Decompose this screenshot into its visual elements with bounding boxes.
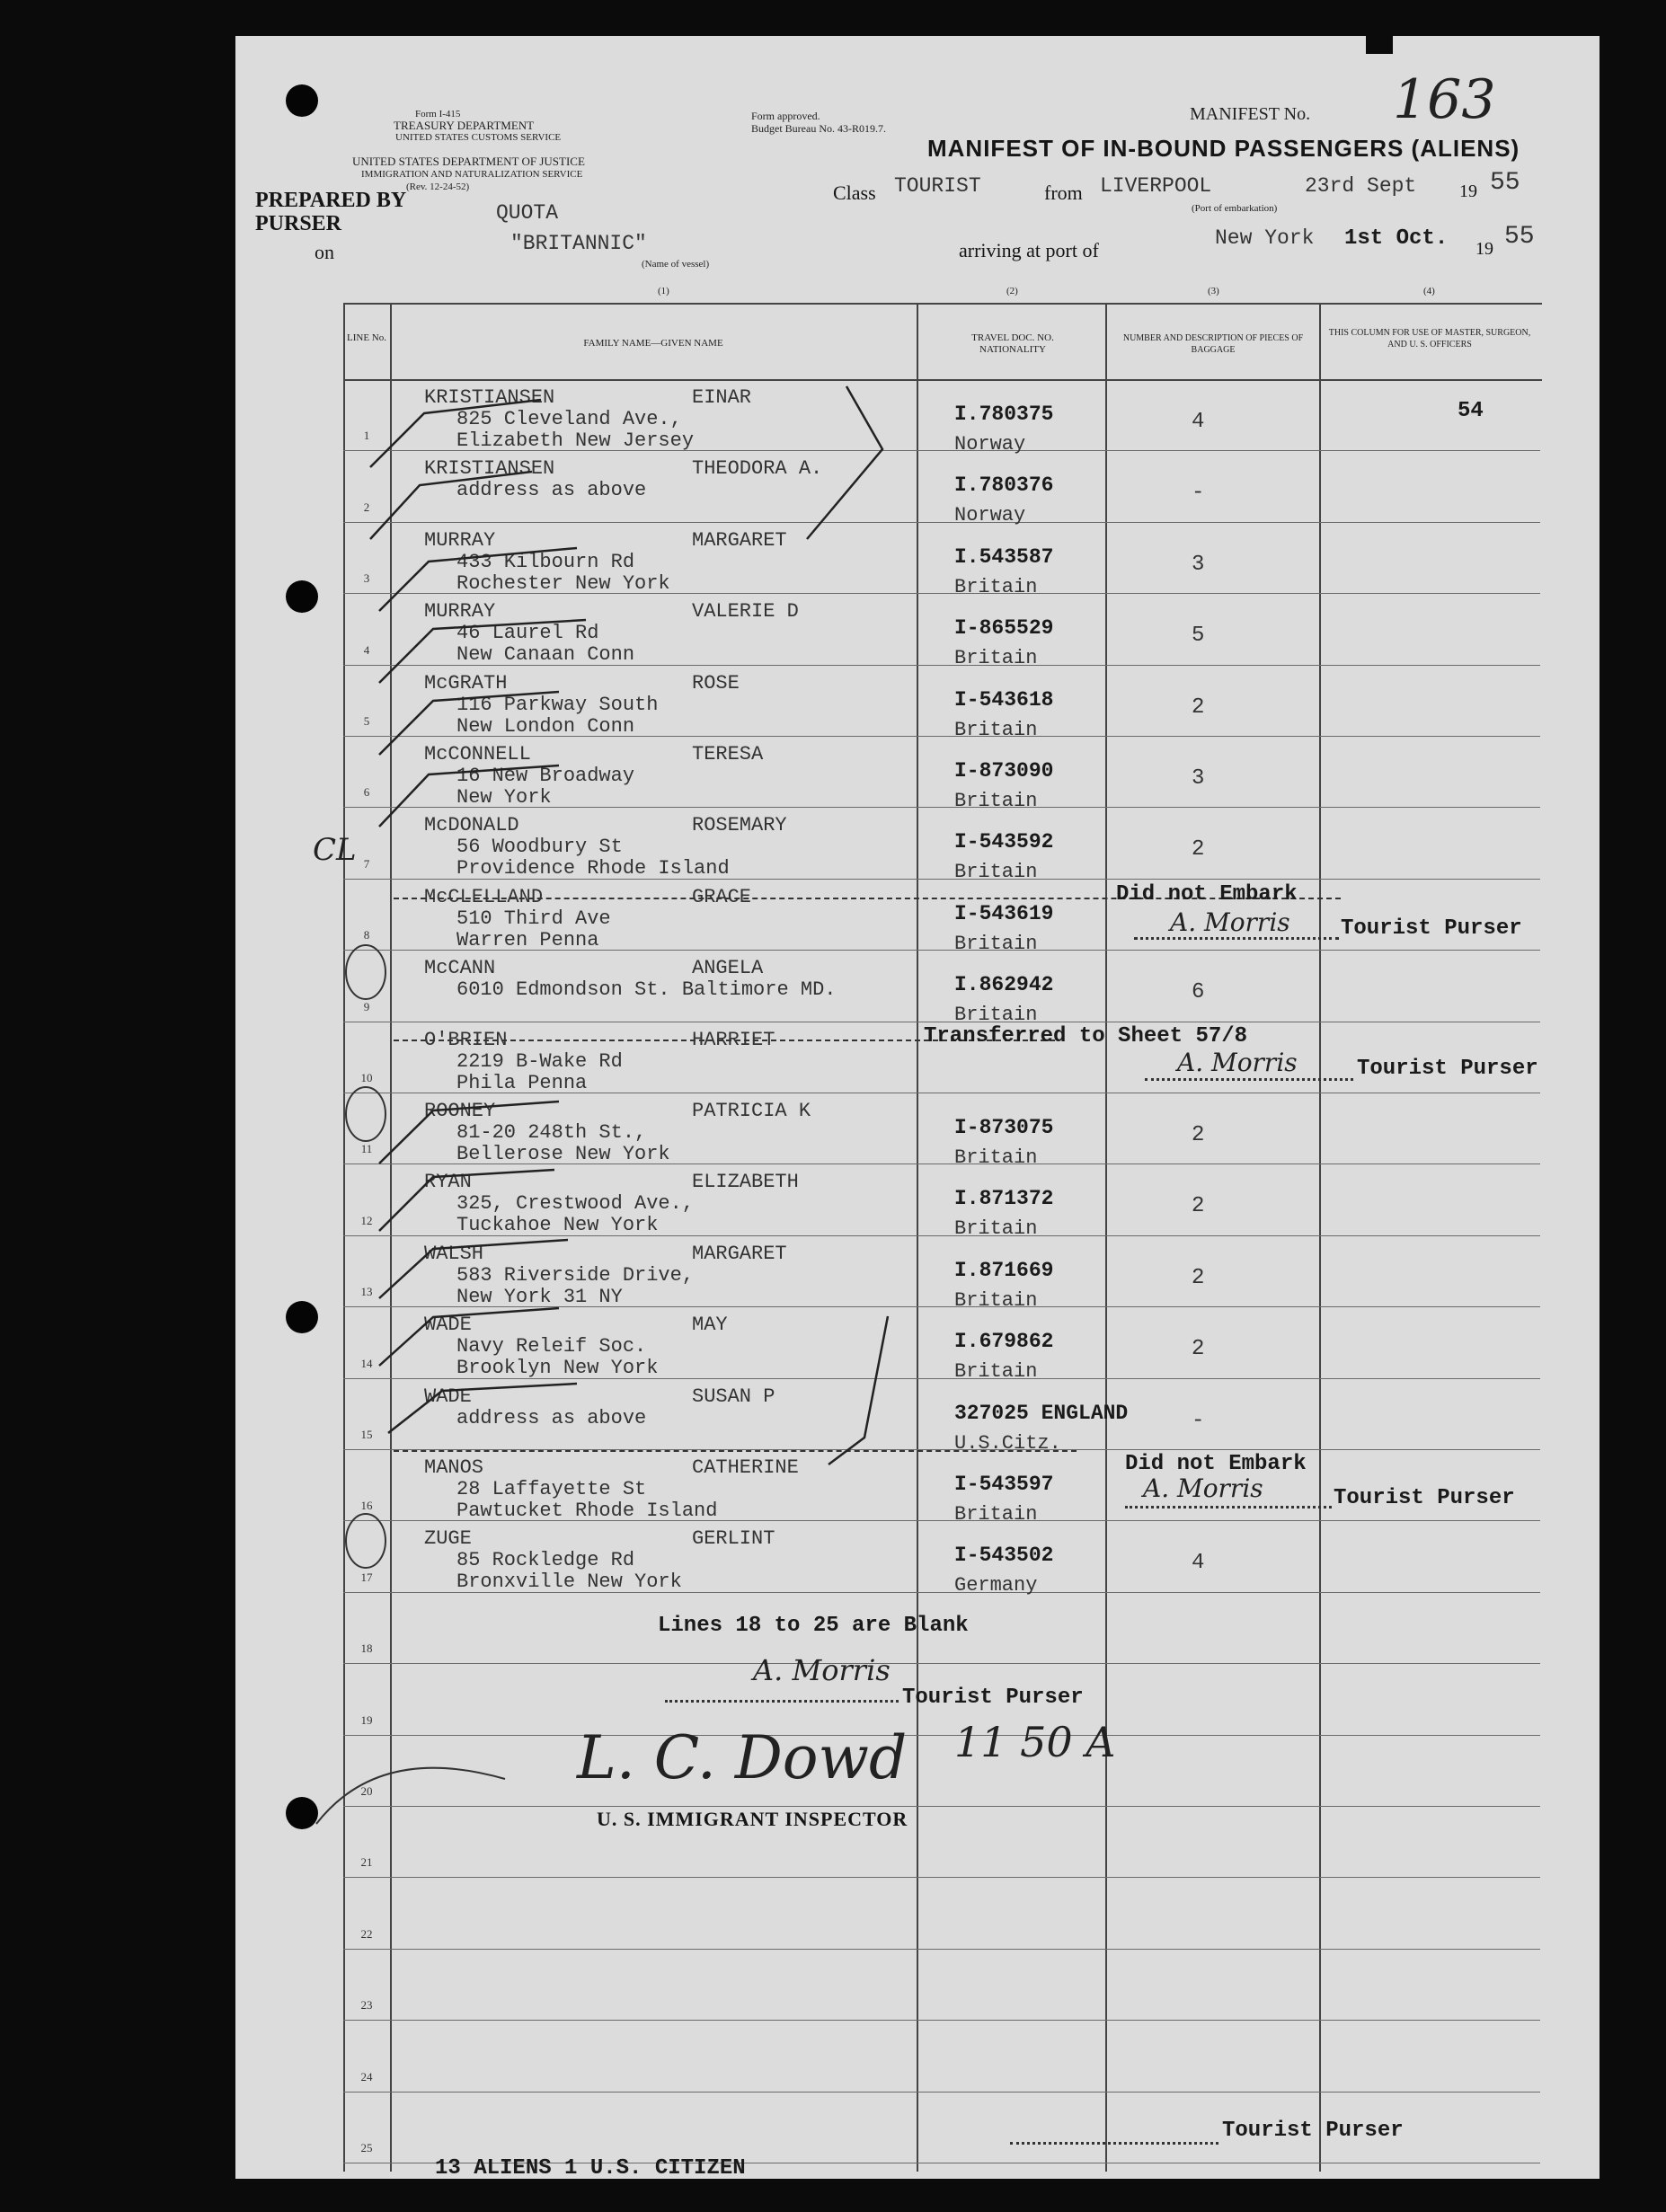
line-number: 1 xyxy=(363,429,370,443)
address-line-1: 16 New Broadway xyxy=(456,765,635,787)
line-number: 11 xyxy=(360,1142,373,1156)
given-name: MARGARET xyxy=(692,528,787,552)
given-name: TERESA xyxy=(692,743,764,765)
address-line-1: address as above xyxy=(456,1406,647,1429)
family-name: McCONNELL xyxy=(424,743,531,765)
address-line-1: 433 Kilbourn Rd xyxy=(456,550,635,573)
travel-doc-number: I-873075 xyxy=(954,1116,1054,1139)
given-name: MARGARET xyxy=(692,1242,787,1265)
nationality: Britain xyxy=(954,1360,1038,1384)
header-travel-doc: TRAVEL DOC. NO. NATIONALITY xyxy=(971,332,1054,355)
baggage-count: 6 xyxy=(1192,980,1205,1005)
travel-doc-number: I-543502 xyxy=(954,1544,1054,1568)
bracket-mark xyxy=(807,386,882,539)
address-line-1: 2219 B-Wake Rd xyxy=(456,1049,623,1073)
line-number: 16 xyxy=(360,1499,373,1513)
nationality: Britain xyxy=(954,861,1038,884)
nationality: Britain xyxy=(954,790,1038,812)
check-mark xyxy=(379,692,559,755)
total-count: 13 ALIENS 1 U.S. CITIZEN xyxy=(435,2156,746,2181)
family-name: McDONALD xyxy=(424,814,519,837)
line-number: 18 xyxy=(360,1641,373,1656)
form-approved: Form approved. xyxy=(751,110,820,122)
check-mark xyxy=(379,1240,568,1298)
nationality: Britain xyxy=(954,1288,1038,1312)
purser-signature: A. Morris xyxy=(1170,907,1290,937)
line-number: 24 xyxy=(360,2069,373,2084)
baggage-count: - xyxy=(1192,1408,1205,1433)
family-name: O'BRIEN xyxy=(424,1028,508,1051)
address-line-2: Tuckahoe New York xyxy=(456,1214,659,1237)
family-name: KRISTIANSEN xyxy=(424,457,555,481)
address-line-1: 85 Rockledge Rd xyxy=(456,1549,635,1572)
check-mark xyxy=(379,620,586,683)
baggage-count: 2 xyxy=(1192,695,1205,720)
address-line-2: Brooklyn New York xyxy=(456,1357,659,1380)
class-label: Class xyxy=(833,181,876,204)
baggage-count: 4 xyxy=(1192,410,1205,434)
check-mark xyxy=(379,1102,559,1164)
header-baggage: NUMBER AND DESCRIPTION OF PIECES OF BAGGAGE xyxy=(1122,333,1304,355)
ins-service: IMMIGRATION AND NATURALIZATION SERVICE xyxy=(361,169,583,180)
header-line-no: LINE No. xyxy=(347,332,386,343)
manifest-page xyxy=(235,36,1600,2179)
check-mark xyxy=(379,765,559,827)
nationality: Norway xyxy=(954,433,1026,456)
address-line-2: New York xyxy=(456,786,552,809)
line-number: 15 xyxy=(360,1428,373,1441)
arrival-year: 55 xyxy=(1504,223,1535,251)
from-value: LIVERPOOL xyxy=(1100,174,1212,198)
line-number: 9 xyxy=(363,999,370,1013)
tourist-purser-note: Tourist Purser xyxy=(1334,1486,1515,1510)
address-line-1: address as above xyxy=(456,479,647,502)
travel-doc-number: 327025 ENGLAND xyxy=(954,1401,1129,1425)
given-name: THEODORA A. xyxy=(692,457,823,481)
address-line-1: 825 Cleveland Ave., xyxy=(456,408,682,430)
col-num-3: (3) xyxy=(1208,286,1219,296)
arriving-label: arriving at port of xyxy=(959,239,1099,261)
family-name: McCANN xyxy=(424,957,496,980)
travel-doc-number: I-865529 xyxy=(954,616,1054,641)
purser-signature: A. Morris xyxy=(1177,1048,1298,1077)
travel-doc-number: I.871372 xyxy=(954,1187,1054,1211)
nationality: Germany xyxy=(954,1574,1038,1597)
header-officers: THIS COLUMN FOR USE OF MASTER, SURGEON, AND U. S. OFFICERS xyxy=(1328,328,1531,349)
line-number: 3 xyxy=(363,571,370,586)
address-line-2: Bellerose New York xyxy=(456,1143,670,1165)
circle-mark xyxy=(346,945,385,999)
address-line-2: New London Conn xyxy=(456,714,635,738)
customs-service: UNITED STATES CUSTOMS SERVICE xyxy=(395,132,562,143)
manifest-title: MANIFEST OF IN-BOUND PASSENGERS (ALIENS) xyxy=(927,135,1520,162)
form-number: Form I-415 xyxy=(415,109,461,119)
vessel-note: (Name of vessel) xyxy=(642,259,710,270)
line-number: 5 xyxy=(363,714,370,728)
travel-doc-number: I-543592 xyxy=(954,830,1054,854)
given-name: ANGELA xyxy=(692,957,764,980)
did-not-embark-note: Did not Embark xyxy=(1116,882,1298,907)
family-name: MURRAY xyxy=(424,528,496,552)
line-number: 12 xyxy=(360,1213,373,1227)
nationality: Britain xyxy=(954,1217,1038,1241)
baggage-count: 2 xyxy=(1192,1337,1205,1362)
baggage-count: 2 xyxy=(1192,1123,1205,1147)
baggage-count: 2 xyxy=(1192,1265,1205,1290)
circle-mark xyxy=(346,1514,385,1568)
nationality: Britain xyxy=(954,647,1038,670)
address-line-1: 81-20 248th St., xyxy=(456,1121,647,1144)
arrival-port: New York xyxy=(1215,226,1315,250)
travel-doc-number: I.780376 xyxy=(954,473,1054,498)
nationality: Britain xyxy=(954,1004,1038,1027)
check-mark xyxy=(370,472,532,539)
transferred-note: Transferred to Sheet 57/8 xyxy=(924,1024,1248,1048)
line-number: 13 xyxy=(360,1285,373,1299)
hand-marks xyxy=(235,36,1600,2179)
address-line-2: Rochester New York xyxy=(456,571,670,595)
bracket-mark xyxy=(829,1316,888,1464)
budget-bureau: Budget Bureau No. 43-R019.7. xyxy=(751,122,886,135)
inspector-signature: L. C. Dowd xyxy=(577,1723,908,1792)
given-name: ROSE xyxy=(692,671,740,695)
class-value: TOURIST xyxy=(894,174,981,198)
baggage-count: 3 xyxy=(1192,552,1205,577)
line-number: 19 xyxy=(360,1712,373,1727)
tourist-purser-note: Tourist Purser xyxy=(1357,1057,1538,1081)
on-label: on xyxy=(315,241,334,263)
justice-dept: UNITED STATES DEPARTMENT OF JUSTICE xyxy=(352,155,585,168)
form-revision: (Rev. 12-24-52) xyxy=(406,181,470,192)
line-number: 4 xyxy=(363,642,370,657)
travel-doc-number: I-543619 xyxy=(954,901,1054,925)
did-not-embark-note: Did not Embark xyxy=(1125,1452,1307,1476)
col-num-4: (4) xyxy=(1423,286,1435,296)
family-name: MANOS xyxy=(424,1456,484,1479)
check-mark xyxy=(379,548,577,611)
address-line-2: Elizabeth New Jersey xyxy=(456,429,695,452)
address-line-1: 6010 Edmondson St. Baltimore MD. xyxy=(456,978,837,1002)
baggage-count: 2 xyxy=(1192,1194,1205,1219)
nationality: Britain xyxy=(954,932,1038,955)
address-line-1: 46 Laurel Rd xyxy=(456,622,599,645)
manifest-no: 163 xyxy=(1393,68,1496,131)
manifest-no-label: MANIFEST No. xyxy=(1190,104,1311,124)
given-name: EINAR xyxy=(692,386,752,409)
address-line-1: 28 Laffayette St xyxy=(456,1478,647,1500)
family-name: RYAN xyxy=(424,1171,472,1194)
family-name: MURRAY xyxy=(424,600,496,624)
departure-date: 23rd Sept xyxy=(1305,174,1417,198)
line-number: 17 xyxy=(360,1570,373,1584)
nationality: Britain xyxy=(954,1146,1038,1169)
address-line-2: Bronxville New York xyxy=(456,1571,682,1594)
inspector-title: U. S. IMMIGRANT INSPECTOR xyxy=(597,1808,908,1830)
time-stamp: 11 50 A xyxy=(954,1718,1116,1766)
tourist-purser-note: Tourist Purser xyxy=(1222,2119,1404,2143)
address-line-2: Providence Rhode Island xyxy=(456,857,730,880)
address-line-1: 583 Riverside Drive, xyxy=(456,1263,695,1287)
given-name: MAY xyxy=(692,1314,728,1337)
tourist-purser-note: Tourist Purser xyxy=(1341,916,1522,941)
embark-note: (Port of embarkation) xyxy=(1192,203,1278,214)
family-name: WADE xyxy=(424,1314,472,1337)
travel-doc-number: I.543587 xyxy=(954,544,1054,569)
check-mark xyxy=(370,400,541,467)
check-mark xyxy=(388,1384,577,1433)
travel-doc-number: I-543597 xyxy=(954,1473,1054,1496)
address-line-2: New Canaan Conn xyxy=(456,643,635,667)
blank-lines-note: Lines 18 to 25 are Blank xyxy=(658,1614,969,1638)
family-name: McGRATH xyxy=(424,671,508,695)
travel-doc-number: I-873090 xyxy=(954,759,1054,783)
nationality: U.S.Citz. xyxy=(954,1431,1061,1455)
address-line-1: 116 Parkway South xyxy=(456,693,659,716)
given-name: VALERIE D xyxy=(692,600,799,624)
line-number: 20 xyxy=(360,1784,373,1798)
margin-mark: CL xyxy=(313,832,357,868)
given-name: GERLINT xyxy=(692,1527,775,1551)
col-num-1: (1) xyxy=(658,286,669,296)
baggage-count: 5 xyxy=(1192,624,1205,649)
line-number: 10 xyxy=(360,1071,373,1084)
nationality: Britain xyxy=(954,575,1038,598)
family-name: WALSH xyxy=(424,1242,484,1265)
quota: QUOTA xyxy=(496,201,559,225)
given-name: ROSEMARY xyxy=(692,814,787,837)
family-name: ZUGE xyxy=(424,1527,472,1551)
travel-doc-number: I.679862 xyxy=(954,1330,1054,1354)
departure-year: 55 xyxy=(1490,169,1520,197)
travel-doc-number: I.780375 xyxy=(954,403,1054,426)
treasury-dept: TREASURY DEPARTMENT xyxy=(394,119,535,132)
col-num-2: (2) xyxy=(1006,286,1018,296)
travel-doc-number: I.871669 xyxy=(954,1258,1054,1282)
vessel-name: "BRITANNIC" xyxy=(510,232,647,255)
line-number: 7 xyxy=(363,856,370,871)
address-line-2: Warren Penna xyxy=(456,928,599,951)
arrival-year-prefix: 19 xyxy=(1475,239,1493,259)
purser-signature: A. Morris xyxy=(753,1653,891,1687)
line-number: 22 xyxy=(360,1926,373,1941)
line-number: 21 xyxy=(360,1855,373,1870)
baggage-count: 2 xyxy=(1192,837,1205,863)
purser-signature: A. Morris xyxy=(1143,1473,1263,1503)
given-name: PATRICIA K xyxy=(692,1100,811,1122)
address-line-2: Pawtucket Rhode Island xyxy=(456,1500,718,1522)
address-line-1: 56 Woodbury St xyxy=(456,836,623,859)
given-name: GRACE xyxy=(692,885,752,908)
nationality: Britain xyxy=(954,1503,1038,1526)
nationality: Norway xyxy=(954,504,1026,527)
family-name: KRISTIANSEN xyxy=(424,386,555,409)
line-number: 14 xyxy=(360,1356,373,1370)
travel-doc-number: I-543618 xyxy=(954,687,1054,712)
line-number: 8 xyxy=(363,928,370,942)
address-line-2: Phila Penna xyxy=(456,1071,588,1094)
header-name: FAMILY NAME—GIVEN NAME xyxy=(583,338,723,349)
prepared-by: PREPARED BY xyxy=(255,189,407,212)
nationality: Britain xyxy=(954,718,1038,741)
line-number: 23 xyxy=(360,1998,373,2013)
baggage-count: - xyxy=(1192,481,1205,506)
tourist-purser-note: Tourist Purser xyxy=(902,1686,1084,1710)
given-name: CATHERINE xyxy=(692,1456,799,1479)
family-name: ROONEY xyxy=(424,1100,496,1122)
travel-doc-number: I.862942 xyxy=(954,973,1054,997)
arrival-date: 1st Oct. xyxy=(1344,226,1449,251)
officer-note: 54 xyxy=(1458,399,1484,423)
given-name: SUSAN P xyxy=(692,1385,775,1408)
purser-label: PURSER xyxy=(255,212,342,235)
line-number: 6 xyxy=(363,785,370,800)
line-number: 25 xyxy=(360,2141,373,2154)
from-label: from xyxy=(1044,181,1083,204)
signature-flourish xyxy=(316,1768,505,1824)
address-line-1: 325, Crestwood Ave., xyxy=(456,1192,695,1216)
check-mark xyxy=(379,1170,554,1231)
address-line-2: New York 31 NY xyxy=(456,1285,623,1308)
family-name: WADE xyxy=(424,1385,472,1408)
year-prefix: 19 xyxy=(1459,181,1477,201)
address-line-1: Navy Releif Soc. xyxy=(456,1335,647,1358)
circle-mark xyxy=(346,1087,385,1141)
baggage-count: 4 xyxy=(1192,1551,1205,1576)
check-mark xyxy=(379,1308,559,1366)
baggage-count: 3 xyxy=(1192,766,1205,791)
given-name: ELIZABETH xyxy=(692,1171,799,1194)
line-number: 2 xyxy=(363,500,370,514)
family-name: McCLELLAND xyxy=(424,885,544,908)
given-name: HARRIET xyxy=(692,1028,775,1051)
address-line-1: 510 Third Ave xyxy=(456,907,611,930)
